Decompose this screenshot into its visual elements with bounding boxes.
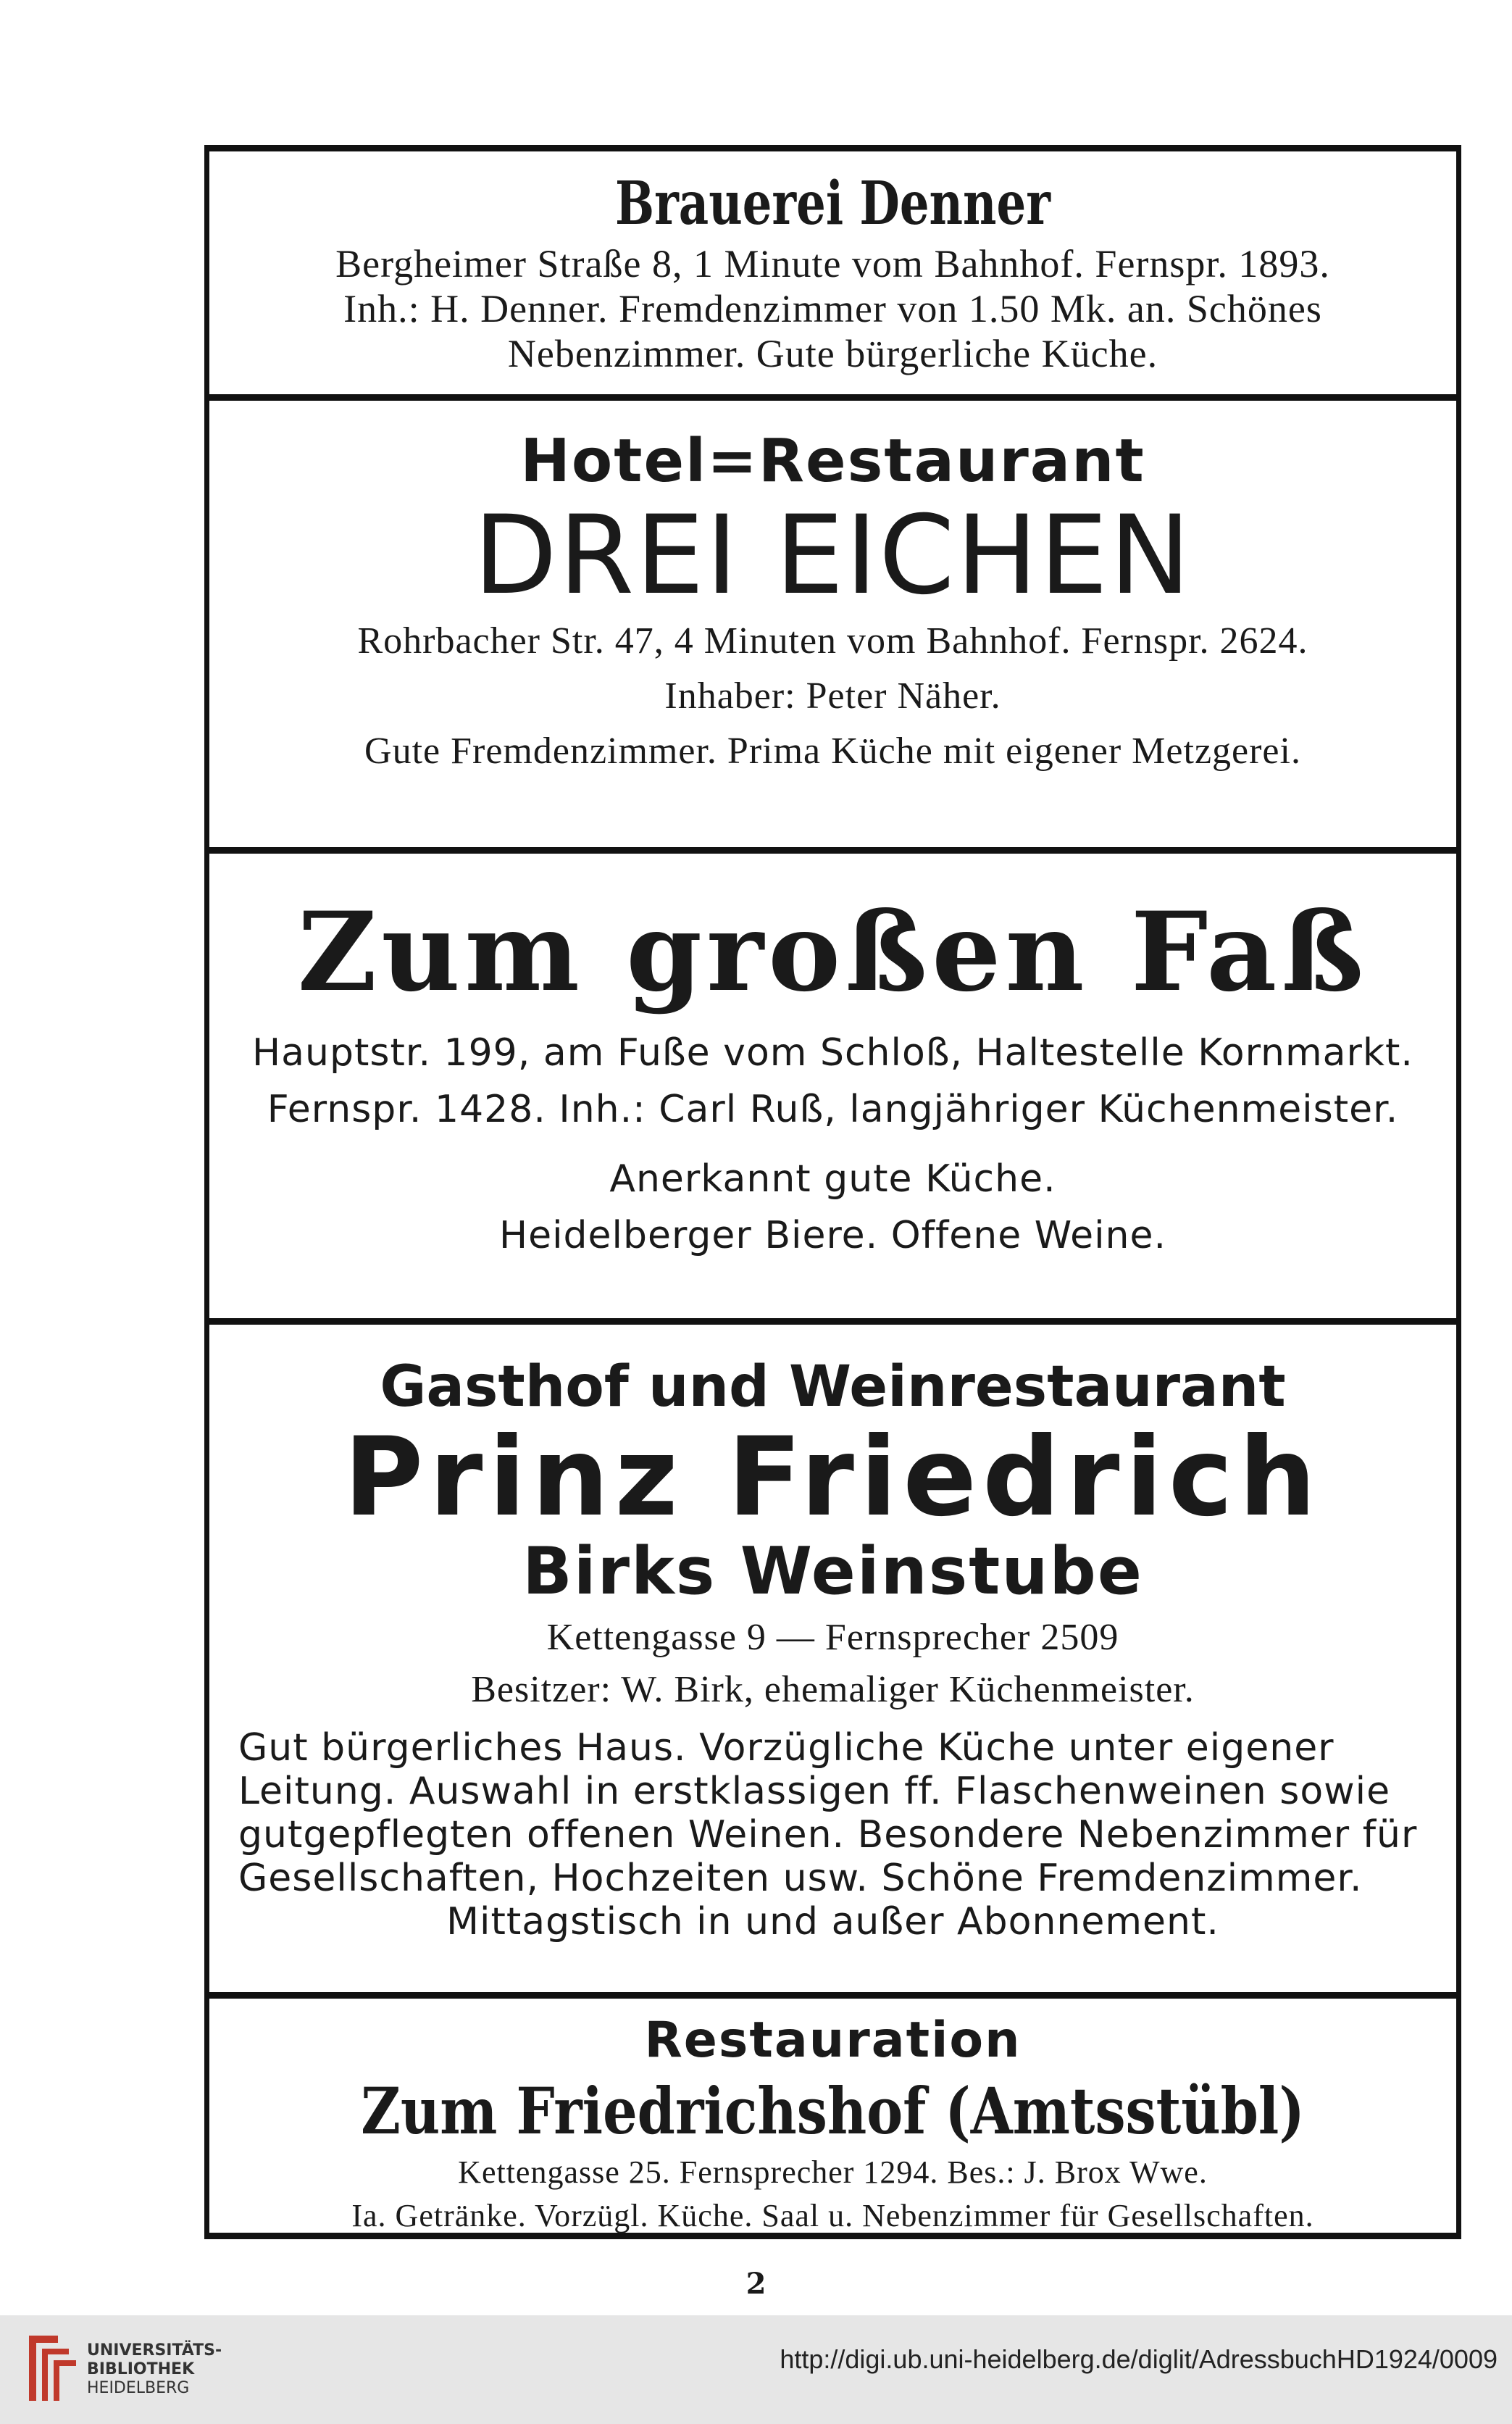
library-footer (0, 2315, 1512, 2424)
advertisement-frame (204, 145, 1461, 2239)
ad-zum-grossen-fass (209, 880, 1456, 1264)
library-name-line: HEIDELBERG (87, 2379, 190, 2397)
library-name-line: UNIVERSITÄTS- (87, 2341, 222, 2360)
ad-text-line: Mittagstisch in und außer Abonnement. (446, 1900, 1219, 1944)
ad-text-line: Hauptstr. 199, am Fuße vom Schloß, Haltestelle Kornmarkt. (252, 1031, 1413, 1075)
ad-text-line: Nebenzimmer. Gute bürgerliche Küche. (507, 332, 1158, 375)
ad-title: Zum Friedrichshof (Amtsstübl) (361, 2073, 1305, 2149)
ad-text-line: Besitzer: W. Birk, ehemaliger Küchenmeister. (471, 1669, 1195, 1710)
ad-paragraph (209, 1726, 1456, 1944)
ad-text-line: Gute Fremdenzimmer. Prima Küche mit eigener Metzgerei. (364, 730, 1301, 772)
ad-drei-eichen (209, 425, 1456, 779)
ad-title: Brauerei Denner (615, 169, 1051, 238)
ad-title: DREI EICHEN (473, 493, 1193, 619)
ad-text-line: Gesellschaften, Hochzeiten usw. Schöne Fremdenzimmer. (238, 1857, 1363, 1900)
library-name (87, 2341, 222, 2398)
ad-text-line: Leitung. Auswahl in erstklassigen ff. Flaschenweinen sowie (238, 1770, 1391, 1813)
ad-text-line: Gut bürgerliches Haus. Vorzügliche Küche unter eigener (238, 1726, 1335, 1770)
divider-rule (204, 1318, 1461, 1325)
ad-text-line: Bergheimer Straße 8, 1 Minute vom Bahnhof. Fernspr. 1893. (335, 242, 1330, 286)
page-number: 2 (745, 2267, 767, 2301)
ad-zum-friedrichshof (209, 2010, 1456, 2238)
divider-rule (204, 1992, 1461, 1999)
ad-prinz-friedrich (209, 1351, 1456, 1944)
ad-heading: Restauration (644, 2012, 1022, 2069)
ad-text-line: Inhaber: Peter Näher. (664, 675, 1001, 717)
divider-rule (204, 847, 1461, 854)
divider-rule (204, 394, 1461, 401)
ad-title: Zum großen Faß (297, 888, 1369, 1016)
ad-brauerei-denner (209, 166, 1456, 376)
ad-heading: Hotel=Restaurant (520, 427, 1145, 496)
library-logo-icon (14, 2328, 80, 2408)
ad-text-line: Kettengasse 9 — Fernsprecher 2509 (546, 1617, 1119, 1658)
ad-text-line: Ia. Getränke. Vorzügl. Küche. Saal u. Nebenzimmer für Gesellschaften. (351, 2198, 1314, 2233)
ad-text-line: Heidelberger Biere. Offene Weine. (498, 1214, 1167, 1257)
ad-text-line: Inh.: H. Denner. Fremdenzimmer von 1.50 Mk. an. Schönes (343, 287, 1322, 330)
ad-title: Prinz Friedrich (343, 1415, 1322, 1541)
library-name-line: BIBLIOTHEK (87, 2360, 195, 2378)
ad-text-line: Kettengasse 25. Fernsprecher 1294. Bes.: J. Brox Wwe. (458, 2154, 1208, 2190)
ad-heading: Gasthof und Weinrestaurant (380, 1354, 1286, 1420)
source-url-link[interactable]: http://digi.ub.uni-heidelberg.de/diglit/AdressbuchHD1924/0009 (780, 2344, 1498, 2374)
ad-subtitle: Birks Weinstube (522, 1533, 1143, 1609)
ad-text-line: Anerkannt gute Küche. (609, 1157, 1056, 1201)
ad-text-line: gutgepflegten offenen Weinen. Besondere Nebenzimmer für (238, 1813, 1418, 1857)
ad-text-line: Rohrbacher Str. 47, 4 Minuten vom Bahnhof. Fernspr. 2624. (357, 620, 1308, 662)
ad-text-line: Fernspr. 1428. Inh.: Carl Ruß, langjähriger Küchenmeister. (267, 1088, 1399, 1131)
